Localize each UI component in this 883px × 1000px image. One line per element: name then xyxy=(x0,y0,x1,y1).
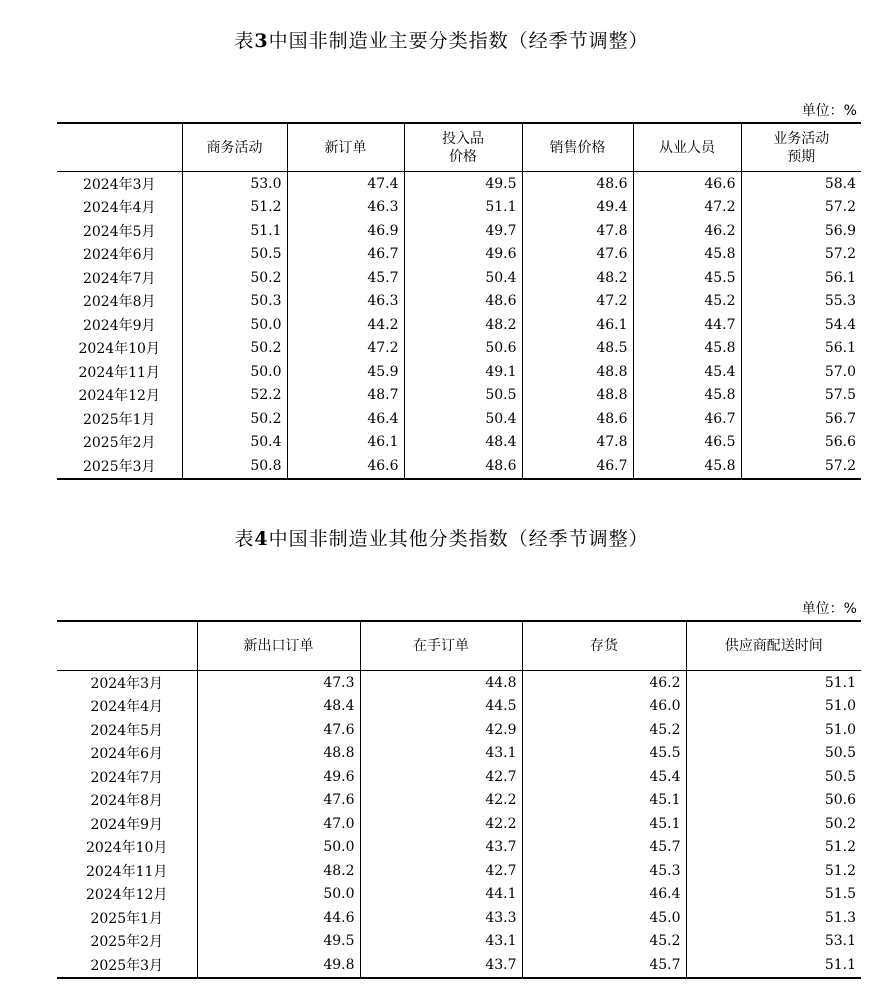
table-cell: 49.6 xyxy=(197,765,360,789)
column-header: 投入品 价格 xyxy=(404,123,522,172)
table-cell: 49.5 xyxy=(404,172,522,196)
table4-header xyxy=(57,621,861,671)
table-row xyxy=(57,953,861,978)
table-cell: 50.2 xyxy=(182,337,287,361)
table-cell: 49.6 xyxy=(404,243,522,267)
table-cell: 50.5 xyxy=(182,243,287,267)
table-cell: 46.0 xyxy=(522,695,686,719)
table-cell: 46.6 xyxy=(287,454,404,479)
table-row xyxy=(57,906,861,930)
table-row xyxy=(57,407,861,431)
table-cell: 51.5 xyxy=(686,883,861,907)
table-cell: 52.2 xyxy=(182,384,287,408)
table-cell: 47.2 xyxy=(522,290,633,314)
row-label: 2024年11月 xyxy=(86,863,168,880)
row-label: 2025年1月 xyxy=(82,411,156,428)
table-cell: 48.8 xyxy=(522,384,633,408)
table-cell: 51.2 xyxy=(686,836,861,860)
table-cell: 51.2 xyxy=(686,859,861,883)
row-label: 2025年1月 xyxy=(90,910,164,927)
table-cell: 47.4 xyxy=(287,172,404,196)
table-cell: 48.2 xyxy=(522,266,633,290)
table-cell: 46.4 xyxy=(522,883,686,907)
column-header: 存货 xyxy=(522,621,686,671)
table-row xyxy=(57,219,861,243)
table3-header xyxy=(57,123,861,172)
table-cell: 43.1 xyxy=(360,930,522,954)
table-cell: 44.8 xyxy=(360,671,522,695)
table-cell: 51.2 xyxy=(182,196,287,220)
table-row xyxy=(57,431,861,455)
column-header: 新订单 xyxy=(287,123,404,172)
table-row xyxy=(57,765,861,789)
table-cell: 45.5 xyxy=(633,266,741,290)
table-row xyxy=(57,836,861,860)
table-cell: 42.2 xyxy=(360,812,522,836)
table-cell: 49.4 xyxy=(522,196,633,220)
corner-cell xyxy=(57,621,197,671)
table-cell: 56.6 xyxy=(741,431,861,455)
table-cell: 46.4 xyxy=(287,407,404,431)
row-label: 2024年5月 xyxy=(90,722,164,739)
table-cell: 48.8 xyxy=(522,360,633,384)
table-cell: 45.9 xyxy=(287,360,404,384)
table-cell: 50.2 xyxy=(182,407,287,431)
table-cell: 50.0 xyxy=(197,883,360,907)
table-cell: 47.6 xyxy=(197,718,360,742)
row-label: 2024年8月 xyxy=(90,793,164,810)
table-cell: 50.0 xyxy=(197,836,360,860)
table-cell: 46.7 xyxy=(522,454,633,479)
table-cell: 45.1 xyxy=(522,812,686,836)
table-row xyxy=(57,812,861,836)
table-cell: 50.5 xyxy=(686,742,861,766)
row-label: 2024年12月 xyxy=(78,388,160,405)
table-cell: 47.8 xyxy=(522,219,633,243)
row-label: 2025年2月 xyxy=(90,934,164,951)
row-label: 2024年6月 xyxy=(82,247,156,264)
table-cell: 50.4 xyxy=(404,266,522,290)
table-row xyxy=(57,883,861,907)
table-cell: 50.5 xyxy=(686,765,861,789)
table-cell: 45.8 xyxy=(633,384,741,408)
table-cell: 50.3 xyxy=(182,290,287,314)
table-cell: 48.2 xyxy=(197,859,360,883)
table-cell: 44.1 xyxy=(360,883,522,907)
table4-body xyxy=(57,671,861,978)
table-cell: 48.4 xyxy=(197,695,360,719)
table-cell: 46.1 xyxy=(522,313,633,337)
row-label: 2024年9月 xyxy=(82,317,156,334)
table-cell: 56.7 xyxy=(741,407,861,431)
column-header: 业务活动 预期 xyxy=(741,123,861,172)
table-row xyxy=(57,266,861,290)
table3-title: 表3中国非制造业主要分类指数（经季节调整） xyxy=(234,30,649,52)
table-cell: 48.5 xyxy=(522,337,633,361)
table-cell: 45.1 xyxy=(522,789,686,813)
row-label: 2024年3月 xyxy=(82,176,156,193)
table-cell: 46.3 xyxy=(287,290,404,314)
table-cell: 51.1 xyxy=(182,219,287,243)
table-cell: 42.7 xyxy=(360,859,522,883)
table-cell: 45.4 xyxy=(633,360,741,384)
table-cell: 47.8 xyxy=(522,431,633,455)
table-row xyxy=(57,313,861,337)
table-cell: 43.3 xyxy=(360,906,522,930)
table-cell: 57.0 xyxy=(741,360,861,384)
table-row xyxy=(57,742,861,766)
table-cell: 45.7 xyxy=(522,953,686,978)
table-cell: 45.0 xyxy=(522,906,686,930)
table-cell: 50.0 xyxy=(182,360,287,384)
table-cell: 50.6 xyxy=(404,337,522,361)
table-cell: 50.2 xyxy=(686,812,861,836)
row-label: 2024年4月 xyxy=(82,200,156,217)
table-cell: 57.2 xyxy=(741,243,861,267)
table-cell: 50.6 xyxy=(686,789,861,813)
table-cell: 45.3 xyxy=(522,859,686,883)
table-row xyxy=(57,172,861,196)
table-cell: 53.1 xyxy=(686,930,861,954)
table-cell: 46.2 xyxy=(633,219,741,243)
column-header: 从业人员 xyxy=(633,123,741,172)
table-cell: 48.8 xyxy=(197,742,360,766)
table-cell: 49.1 xyxy=(404,360,522,384)
table-cell: 43.7 xyxy=(360,836,522,860)
table3-body xyxy=(57,172,861,479)
table-cell: 51.1 xyxy=(686,953,861,978)
column-header: 供应商配送时间 xyxy=(686,621,861,671)
table-cell: 55.3 xyxy=(741,290,861,314)
table-cell: 51.1 xyxy=(686,671,861,695)
table-cell: 42.9 xyxy=(360,718,522,742)
table-cell: 44.6 xyxy=(197,906,360,930)
row-label: 2024年10月 xyxy=(78,341,160,358)
table-cell: 56.1 xyxy=(741,266,861,290)
table-cell: 47.6 xyxy=(522,243,633,267)
table-row xyxy=(57,695,861,719)
table-cell: 47.2 xyxy=(287,337,404,361)
table-cell: 50.8 xyxy=(182,454,287,479)
table-cell: 48.4 xyxy=(404,431,522,455)
table-cell: 51.0 xyxy=(686,718,861,742)
table-cell: 47.0 xyxy=(197,812,360,836)
table-cell: 49.7 xyxy=(404,219,522,243)
table-cell: 45.7 xyxy=(287,266,404,290)
table-cell: 57.2 xyxy=(741,196,861,220)
table-cell: 46.2 xyxy=(522,671,686,695)
table-cell: 46.1 xyxy=(287,431,404,455)
row-label: 2024年3月 xyxy=(90,675,164,692)
row-label: 2024年11月 xyxy=(78,364,160,381)
row-label: 2025年3月 xyxy=(82,458,156,475)
table-cell: 48.6 xyxy=(404,454,522,479)
table-row xyxy=(57,718,861,742)
table-cell: 53.0 xyxy=(182,172,287,196)
table-cell: 45.8 xyxy=(633,337,741,361)
table-row xyxy=(57,384,861,408)
table-cell: 50.4 xyxy=(182,431,287,455)
column-header: 在手订单 xyxy=(360,621,522,671)
table4-title: 表4中国非制造业其他分类指数（经季节调整） xyxy=(234,528,649,550)
table-row xyxy=(57,671,861,695)
table-row xyxy=(57,337,861,361)
row-label: 2024年7月 xyxy=(90,769,164,786)
row-label: 2024年6月 xyxy=(90,746,164,763)
table-row xyxy=(57,789,861,813)
table3 xyxy=(57,122,861,480)
table-cell: 45.8 xyxy=(633,454,741,479)
table-cell: 50.0 xyxy=(182,313,287,337)
table-row xyxy=(57,930,861,954)
table-cell: 49.8 xyxy=(197,953,360,978)
row-label: 2025年2月 xyxy=(82,435,156,452)
table4-unit: 单位：% xyxy=(801,601,857,617)
table-row xyxy=(57,196,861,220)
table-cell: 50.5 xyxy=(404,384,522,408)
table-cell: 46.5 xyxy=(633,431,741,455)
row-label: 2024年8月 xyxy=(82,294,156,311)
table-cell: 45.2 xyxy=(522,718,686,742)
table-cell: 50.4 xyxy=(404,407,522,431)
row-label: 2024年7月 xyxy=(82,270,156,287)
table-cell: 56.1 xyxy=(741,337,861,361)
table-cell: 48.6 xyxy=(522,407,633,431)
table-cell: 46.7 xyxy=(287,243,404,267)
table3-unit: 单位：% xyxy=(801,103,857,119)
table-cell: 58.4 xyxy=(741,172,861,196)
table-cell: 45.2 xyxy=(633,290,741,314)
table-cell: 48.2 xyxy=(404,313,522,337)
table-cell: 49.5 xyxy=(197,930,360,954)
table-row xyxy=(57,454,861,479)
row-label: 2024年4月 xyxy=(90,699,164,716)
table-row xyxy=(57,859,861,883)
column-header: 销售价格 xyxy=(522,123,633,172)
table-cell: 45.5 xyxy=(522,742,686,766)
table-cell: 43.1 xyxy=(360,742,522,766)
table-cell: 44.5 xyxy=(360,695,522,719)
table-cell: 48.7 xyxy=(287,384,404,408)
table-cell: 46.6 xyxy=(633,172,741,196)
table-cell: 51.3 xyxy=(686,906,861,930)
table-cell: 47.2 xyxy=(633,196,741,220)
row-label: 2024年9月 xyxy=(90,816,164,833)
row-label: 2024年10月 xyxy=(86,840,168,857)
table-cell: 51.0 xyxy=(686,695,861,719)
table-cell: 47.3 xyxy=(197,671,360,695)
table-cell: 44.7 xyxy=(633,313,741,337)
table-cell: 43.7 xyxy=(360,953,522,978)
table-cell: 42.7 xyxy=(360,765,522,789)
table-cell: 45.8 xyxy=(633,243,741,267)
table-cell: 56.9 xyxy=(741,219,861,243)
table-cell: 54.4 xyxy=(741,313,861,337)
table-cell: 48.6 xyxy=(522,172,633,196)
table-cell: 46.7 xyxy=(633,407,741,431)
table-cell: 44.2 xyxy=(287,313,404,337)
column-header: 商务活动 xyxy=(182,123,287,172)
table-cell: 57.5 xyxy=(741,384,861,408)
column-header: 新出口订单 xyxy=(197,621,360,671)
table-cell: 42.2 xyxy=(360,789,522,813)
corner-cell xyxy=(57,123,182,172)
table-cell: 48.6 xyxy=(404,290,522,314)
table-cell: 45.7 xyxy=(522,836,686,860)
table-cell: 57.2 xyxy=(741,454,861,479)
table-cell: 45.4 xyxy=(522,765,686,789)
table-cell: 47.6 xyxy=(197,789,360,813)
table-cell: 50.2 xyxy=(182,266,287,290)
row-label: 2025年3月 xyxy=(90,957,164,974)
row-label: 2024年12月 xyxy=(86,887,168,904)
table-cell: 46.9 xyxy=(287,219,404,243)
table-cell: 46.3 xyxy=(287,196,404,220)
table-row xyxy=(57,360,861,384)
table-cell: 51.1 xyxy=(404,196,522,220)
table4 xyxy=(57,620,861,979)
table-row xyxy=(57,243,861,267)
table-cell: 45.2 xyxy=(522,930,686,954)
row-label: 2024年5月 xyxy=(82,223,156,240)
table-row xyxy=(57,290,861,314)
